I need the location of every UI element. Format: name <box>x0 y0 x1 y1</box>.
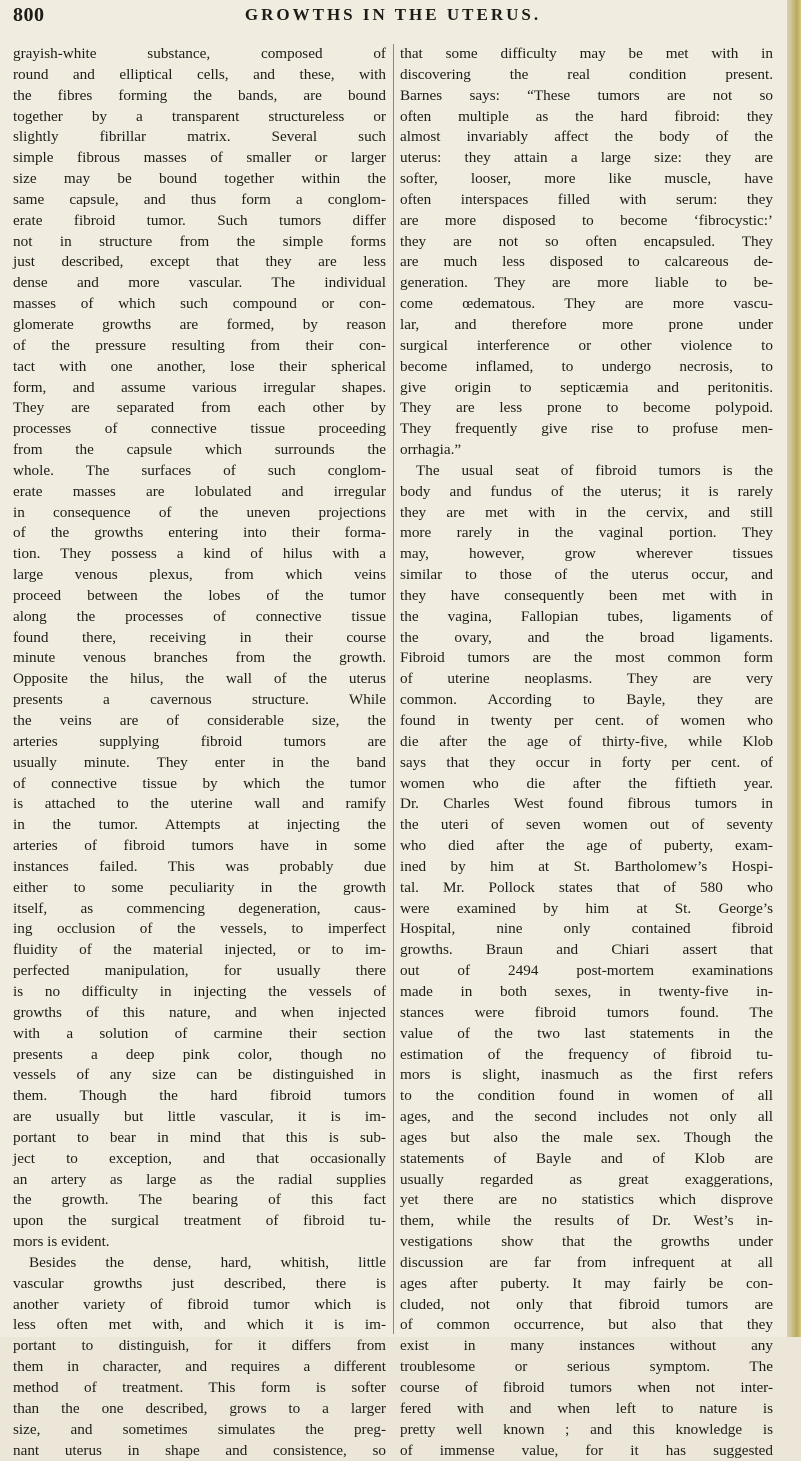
text-line: cluded, not only that fibroid tumors are <box>400 1295 773 1313</box>
text-line: out of 2494 post-mortem examinations <box>400 962 773 980</box>
text-line: become inflamed, to undergo necrosis, to <box>400 357 773 375</box>
text-line: Opposite the hilus, the wall of the uterus <box>13 670 386 688</box>
text-line: presents a deep pink color, though no <box>13 1045 386 1063</box>
left-column <box>13 44 386 1461</box>
text-line: that some difficulty may be met with in <box>400 45 773 62</box>
text-line: simple fibrous masses of smaller or larger <box>13 149 386 167</box>
text-line: vestigations show that the growths under <box>400 1233 773 1251</box>
text-line: of common occurrence, but also that they <box>400 1316 773 1334</box>
text-line: tact with one another, lose their spherical <box>13 357 386 375</box>
text-line: them in character, and requires a different <box>13 1358 386 1376</box>
text-line: large venous plexus, from which veins <box>13 566 386 584</box>
text-line: to the condition found in women of all <box>400 1087 773 1105</box>
text-line: are more disposed to become ‘fibrocystic:’ <box>400 211 773 229</box>
running-head: GROWTHS IN THE UTERUS. <box>244 5 542 24</box>
text-line: just described, except that they are less <box>13 253 386 271</box>
text-line: fered with and when left to nature is <box>400 1399 773 1417</box>
text-line: method of treatment. This form is softer <box>13 1379 386 1396</box>
text-line: ing occlusion of the vessels, to imperfect <box>13 920 386 938</box>
text-line: portant to bear in mind that this is sub- <box>13 1128 386 1146</box>
text-line: die after the age of thirty-five, while Klob <box>400 732 773 750</box>
text-line: Besides the dense, hard, whitish, little <box>29 1253 386 1271</box>
text-line: growths of this nature, and when injected <box>13 1003 386 1021</box>
text-line: proceed between the lobes of the tumor <box>13 586 386 604</box>
text-line: value of the two last statements in the <box>400 1024 773 1042</box>
text-line: discovering the real condition present. <box>400 65 773 83</box>
text-line: is no difficulty in injecting the vessels of <box>13 982 386 1000</box>
text-line: similar to those of the uterus occur, and <box>400 566 773 584</box>
text-line: grayish-white substance, composed of <box>13 45 386 62</box>
text-line: usually minute. They enter in the band <box>13 753 386 771</box>
text-line: of immense value, for it has suggested <box>400 1441 773 1459</box>
text-line: of connective tissue by which the tumor <box>13 774 386 792</box>
text-line: along the processes of connective tissue <box>13 607 386 625</box>
text-line: They are separated from each other by <box>13 399 386 417</box>
text-line: an artery as large as the radial supplies <box>13 1170 386 1188</box>
text-line: they are not so often encapsuled. They <box>400 232 773 250</box>
text-line: usually regarded as great exaggerations, <box>400 1170 773 1188</box>
text-line: form, and assume various irregular shapes. <box>13 378 386 396</box>
text-line: masses of which such compound or con- <box>13 295 386 313</box>
text-line: the ovary, and the broad ligaments. <box>400 628 773 646</box>
text-line: together by a transparent structureless or <box>13 107 386 125</box>
page-edge <box>787 0 801 1337</box>
page-header <box>13 4 773 34</box>
text-line: slightly fibrillar matrix. Several such <box>13 128 386 146</box>
text-line: were examined by him at St. George’s <box>400 899 773 917</box>
text-line: of the pressure resulting from their con- <box>13 336 386 354</box>
text-line: Barnes says: “These tumors are not so <box>400 86 773 104</box>
text-line: not in structure from the simple forms <box>13 232 386 250</box>
text-line: often multiple as the hard fibroid: they <box>400 107 773 125</box>
text-line: Hospital, nine only contained fibroid <box>400 920 773 938</box>
text-line: mors is slight, inasmuch as the first refers <box>400 1066 773 1084</box>
text-line: ined by him at St. Bartholomew’s Hospi- <box>400 857 773 875</box>
text-line: yet there are no statistics which disprove <box>400 1191 773 1209</box>
text-line: says that they occur in forty per cent. of <box>400 753 773 771</box>
text-line: common. According to Bayle, they are <box>400 691 773 709</box>
text-line: tal. Mr. Pollock states that of 580 who <box>400 878 773 896</box>
text-line: they have consequently been met with in <box>400 586 773 604</box>
text-line: are much less disposed to calcareous de- <box>400 253 773 271</box>
text-line: discussion are far from infrequent at all <box>400 1253 773 1271</box>
text-line: statements of Bayle and of Klob are <box>400 1149 773 1167</box>
text-line: portant to distinguish, for it differs from <box>13 1337 386 1355</box>
text-line: perfected manipulation, for usually there <box>13 962 386 980</box>
text-line: itself, as commencing degeneration, caus- <box>13 899 386 917</box>
text-line: mors is evident. <box>13 1233 110 1251</box>
text-line: instances failed. This was probably due <box>13 857 386 875</box>
text-line: They are less prone to become polypoid. <box>400 399 773 417</box>
text-line: them. Though the hard fibroid tumors <box>13 1087 386 1105</box>
text-line: more rarely in the vaginal portion. They <box>400 524 773 542</box>
text-line: the vagina, Fallopian tubes, ligaments of <box>400 607 773 625</box>
text-line: may, however, grow wherever tissues <box>400 545 773 563</box>
text-line: processes of connective tissue proceeding <box>13 420 386 438</box>
text-line: ages but also the male sex. Though the <box>400 1128 773 1146</box>
text-line: vessels of any size can be distinguished in <box>13 1066 386 1084</box>
text-line: minute venous branches from the growth. <box>13 649 386 667</box>
text-line: the uteri of seven women out of seventy <box>400 816 773 834</box>
text-line: exist in many instances without any <box>400 1337 773 1355</box>
text-line: size, and sometimes simulates the preg- <box>13 1420 386 1438</box>
text-line: ject to exception, and that occasionally <box>13 1149 386 1167</box>
text-line: presents a cavernous structure. While <box>13 691 386 709</box>
text-line: vascular growths just described, there is <box>13 1274 386 1292</box>
text-line: erate fibroid tumor. Such tumors differ <box>13 211 386 229</box>
text-line: troublesome or serious symptom. The <box>400 1358 773 1376</box>
text-line: of the growths entering into their forma- <box>13 524 386 542</box>
text-line: either to some peculiarity in the growth <box>13 878 386 896</box>
text-line: generation. They are more liable to be- <box>400 274 773 292</box>
text-line: the veins are of considerable size, the <box>13 712 386 729</box>
text-line: than the one described, grows to a larger <box>13 1399 386 1417</box>
text-line: women who die after the fiftieth year. <box>400 774 773 792</box>
text-line: stances were fibroid tumors found. The <box>400 1003 773 1021</box>
text-line: arteries supplying fibroid tumors are <box>13 732 386 750</box>
text-line: upon the surgical treatment of fibroid tu- <box>13 1212 386 1230</box>
text-line: whole. The surfaces of such conglom- <box>13 461 386 479</box>
text-line: course of fibroid tumors when not inter- <box>400 1379 773 1396</box>
text-line: The usual seat of fibroid tumors is the <box>416 461 773 479</box>
text-line: ages after puberty. It may fairly be con- <box>400 1274 773 1292</box>
text-line: found in twenty per cent. of women who <box>400 712 773 729</box>
text-line: come œdematous. They are more vascu- <box>400 295 773 313</box>
text-line: nant uterus in shape and consistence, so <box>13 1441 386 1459</box>
text-line: estimation of the frequency of fibroid tu- <box>400 1045 773 1063</box>
text-line: uterus: they attain a large size: they are <box>400 149 773 167</box>
text-line: fluidity of the material injected, or to im- <box>13 941 386 959</box>
text-line: almost invariably affect the body of the <box>400 128 773 146</box>
text-line: tion. They possess a kind of hilus with a <box>13 545 386 563</box>
text-line: give origin to septicæmia and peritonitis. <box>400 378 773 396</box>
text-line: They frequently give rise to profuse men- <box>400 420 773 438</box>
text-line: of uterine neoplasms. They are very <box>400 670 773 688</box>
text-line: they are met with in the cervix, and still <box>400 503 773 521</box>
text-line: made in both sexes, in twenty-five in- <box>400 982 773 1000</box>
text-line: arteries of fibroid tumors have in some <box>13 837 386 855</box>
column-divider <box>393 44 394 1334</box>
text-line: size may be bound together within the <box>13 170 386 188</box>
text-line: from the capsule which surrounds the <box>13 441 386 459</box>
text-line: same capsule, and thus form a conglom- <box>13 190 386 208</box>
text-line: surgical interference or other violence to <box>400 336 773 354</box>
text-line: often interspaces filled with serum: they <box>400 190 773 208</box>
text-line: round and elliptical cells, and these, with <box>13 65 386 83</box>
text-line: growths. Braun and Chiari assert that <box>400 941 773 959</box>
text-line: in consequence of the uneven projections <box>13 503 386 521</box>
text-line: erate masses are lobulated and irregular <box>13 482 386 500</box>
text-line: with a solution of carmine their section <box>13 1024 386 1042</box>
text-line: them, while the results of Dr. West’s in- <box>400 1212 773 1230</box>
text-line: dense and more vascular. The individual <box>13 274 386 292</box>
text-line: ages, and the second includes not only all <box>400 1108 773 1126</box>
text-line: Fibroid tumors are the most common form <box>400 649 773 667</box>
right-column <box>400 44 773 1461</box>
text-line: orrhagia.” <box>400 441 462 459</box>
text-line: is attached to the uterine wall and ramify <box>13 795 386 813</box>
text-line: in the tumor. Attempts at injecting the <box>13 816 386 834</box>
text-line: another variety of fibroid tumor which is <box>13 1295 386 1313</box>
text-line: the growth. The bearing of this fact <box>13 1191 386 1209</box>
page-number: 800 <box>13 4 45 26</box>
text-line: the fibres forming the bands, are bound <box>13 86 386 104</box>
text-line: less often met with, and which it is im- <box>13 1316 386 1334</box>
text-line: found there, receiving in their course <box>13 628 386 646</box>
text-line: glomerate growths are formed, by reason <box>13 315 386 333</box>
text-line: softer, looser, more like muscle, have <box>400 170 773 188</box>
text-line: body and fundus of the uterus; it is rarely <box>400 482 773 500</box>
text-line: pretty well known ; and this knowledge is <box>400 1420 773 1438</box>
text-line: are usually but little vascular, it is im- <box>13 1108 386 1126</box>
text-line: Dr. Charles West found fibrous tumors in <box>400 795 773 813</box>
text-line: lar, and therefore more prone under <box>400 315 773 333</box>
text-line: who died after the age of puberty, exam- <box>400 837 773 855</box>
